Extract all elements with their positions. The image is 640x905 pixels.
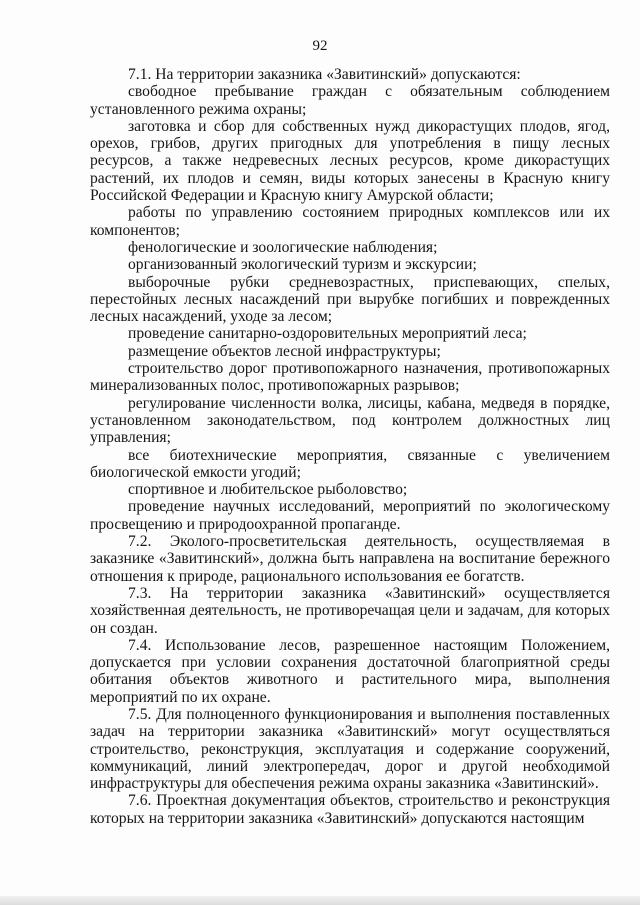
paragraph: 7.6. Проектная документация объектов, строительство и реконструкция которых на территории заказника «Завитинский» допускаются настоящим	[90, 792, 610, 827]
paragraph: спортивное и любительское рыболовство;	[128, 481, 408, 499]
paragraph: работы по управлению состоянием природных комплексов или их компонентов;	[90, 204, 610, 239]
page-number: 92	[312, 38, 328, 54]
paragraph: заготовка и сбор для собственных нужд дикорастущих плодов, ягод, орехов, грибов, других пригодных для употребления в пищу лесных ресурсов, а также недревесных лесных ресурсов, кроме дикорастущих растений, их плодов и семян, виды которых занесены в Красную книгу Российской Федерации и Красную книгу Амурской области;	[90, 117, 610, 205]
paragraph: проведение научных исследований, мероприятий по экологическому просвещению и природоохранной пропаганде.	[90, 498, 610, 533]
paragraph: 7.3. На территории заказника «Завитинский» осуществляется хозяйственная деятельность, не противоречащая цели и задачам, для которых он создан.	[90, 584, 610, 637]
paragraph: регулирование численности волка, лисицы, кабана, медведя в порядке, установленном законодательством, под контролем должностных лиц управления;	[90, 394, 610, 447]
paragraph: 7.2. Эколого-просветительская деятельность, осуществляемая в заказнике «Завитинский», должна быть направлена на воспитание бережного отношения к природе, рационального использования ее богатств.	[90, 533, 610, 585]
paragraph: проведение санитарно-оздоровительных мероприятий леса;	[128, 325, 527, 343]
paragraph: 7.1. На территории заказника «Завитинский» допускаются:	[128, 66, 521, 83]
paragraph: выборочные рубки средневозрастных, приспевающих, спелых, перестойных лесных насаждений при вырубке погибших и поврежденных лесных насаждений, уходе за лесом;	[90, 273, 610, 326]
document-body	[90, 66, 610, 827]
paragraph: 7.5. Для полноценного функционирования и выполнения поставленных задач на территории заказника «Завитинский» могут осуществляться строительство, реконструкция, эксплуатация и содержание сооружений, коммуникаций, линий электропередач, дорог и другой необходимой инфраструктуры для обеспечения режима охраны заказника «Завитинский».	[90, 705, 610, 793]
paragraph: организованный экологический туризм и экскурсии;	[128, 256, 477, 274]
paragraph: размещение объектов лесной инфраструктуры;	[128, 342, 441, 360]
paragraph: строительство дорог противопожарного назначения, противопожарных минерализованных полос, противопожарных разрывов;	[90, 360, 610, 395]
page-bottom-edge	[0, 896, 640, 905]
paragraph: все биотехнические мероприятия, связанные с увеличением биологической емкости угодий;	[90, 446, 610, 481]
paragraph: 7.4. Использование лесов, разрешенное настоящим Положением, допускается при условии сохранения достаточной благоприятной среды обитания объектов животного и растительного мира, выполнения мероприятий по их охране.	[90, 636, 610, 706]
paragraph: свободное пребывание граждан с обязательным соблюдением установленного режима охраны;	[90, 83, 610, 118]
paragraph: фенологические и зоологические наблюдения;	[128, 238, 438, 256]
